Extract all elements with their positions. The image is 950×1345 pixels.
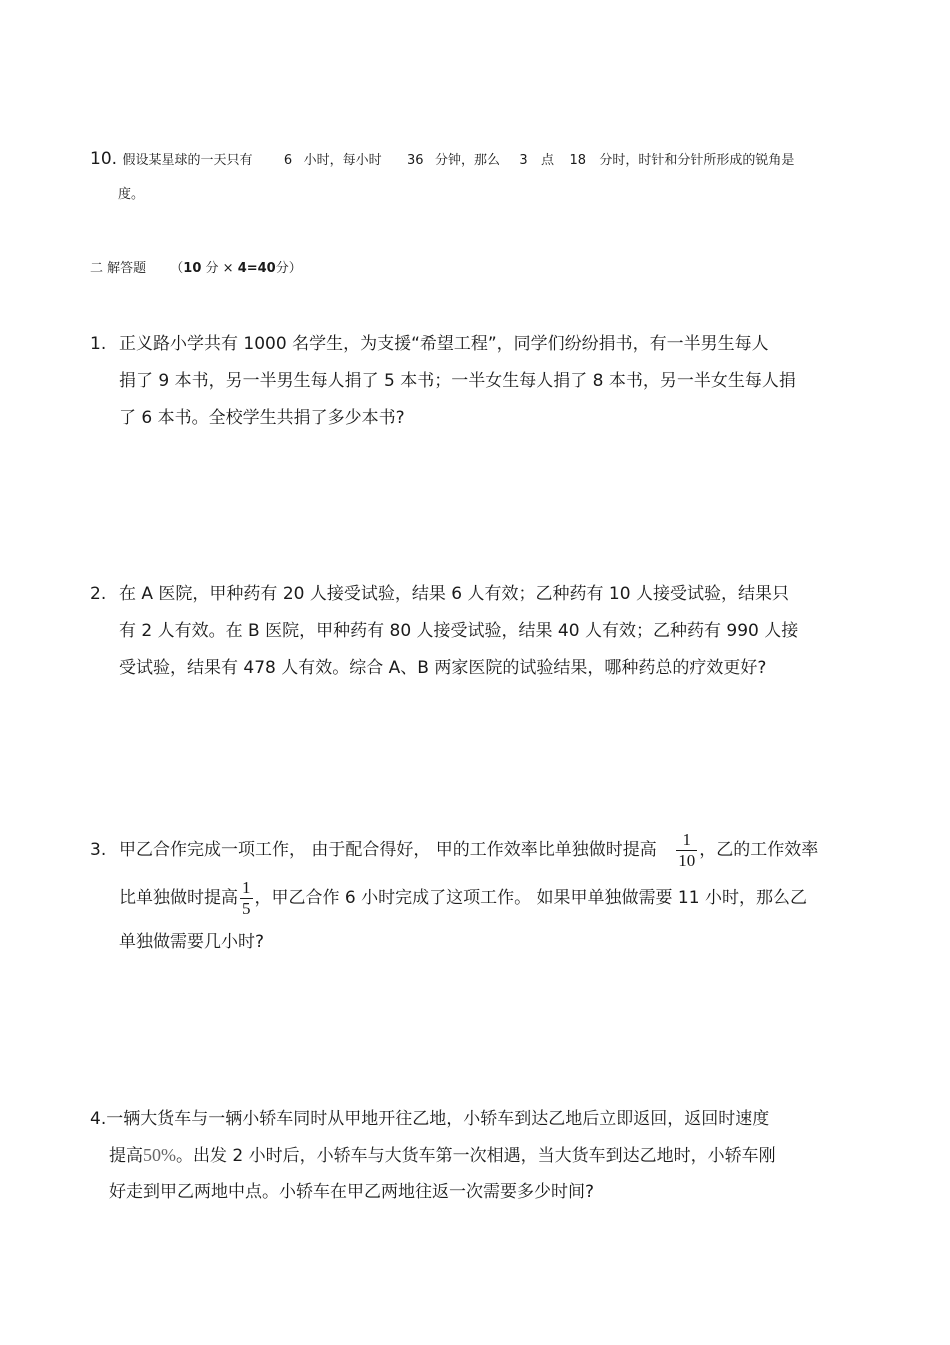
problem-4-line-2 (109, 1143, 776, 1168)
question-text: 假设某星球的一天只有 (122, 153, 253, 168)
problem-1-number: 1. (90, 334, 107, 354)
problem-2-line-1: 在 A 医院，甲种药有 20 人接受试验，结果 6 人有效；乙种药有 10 人接受试验，结果只 (119, 584, 789, 604)
problem-text: 提高 (109, 1146, 143, 1166)
problem-1-line-3: 了 6 本书。全校学生共捐了多少本书? (119, 408, 405, 428)
value-hours: 6 (283, 153, 293, 168)
problem-4-line-3: 好走到甲乙两地中点。小轿车在甲乙两地往返一次需要多少时间? (109, 1182, 595, 1202)
problem-3-line-3: 单独做需要几小时? (119, 932, 265, 952)
question-text: 小时，每小时 (303, 153, 382, 168)
value-minute-point: 18 (569, 153, 587, 168)
problem-text: ，甲乙合作 6 小时完成了这项工作。 如果甲单独做需要 11 小时，那么乙 (254, 888, 807, 908)
value-hour-point: 3 (519, 153, 528, 168)
percent-value: 50% (143, 1145, 176, 1165)
problem-3-number: 3. (90, 840, 107, 860)
problem-4-line-1 (90, 1107, 769, 1131)
question-text: 分钟，那么 (434, 153, 500, 168)
problem-text: 比单独做时提高 (119, 888, 238, 908)
section-label: 二 解答题 (90, 261, 147, 276)
problem-text: 。出发 2 小时后，小轿车与大货车第一次相遇，当大货车到达乙地时，小轿车刚 (176, 1146, 776, 1166)
problem-2-number: 2. (90, 584, 107, 604)
problem-2-line-3: 受试验，结果有 478 人有效。综合 A、B 两家医院的试验结果，哪种药总的疗效更好? (119, 658, 767, 678)
problem-text: 一辆大货车与一辆小轿车同时从甲地开往乙地，小轿车到达乙地后立即返回，返回时速度 (106, 1109, 770, 1129)
question-number: 10. (90, 149, 118, 169)
fraction-one-fifth: $\frac{1}{5}$ (242, 877, 251, 918)
problem-3-line-1 (119, 826, 818, 874)
question-text: 分时，时针和分针所形成的锐角是 (599, 153, 795, 168)
problem-2-line-2: 有 2 人有效。在 B 医院，甲种药有 80 人接受试验，结果 40 人有效；乙种药有 990 人接 (119, 621, 799, 641)
question-10-line-2: 度。 (118, 187, 145, 202)
fraction-one-tenth: $\frac{1}{10}$ (678, 829, 696, 870)
problem-text: 甲乙合作完成一项工作， 由于配合得好， 甲的工作效率比单独做时提高 (119, 840, 657, 860)
problem-1-line-2: 捐了 9 本书，另一半男生每人捐了 5 本书；一半女生每人捐了 8 本书，另一半女生每人捐 (119, 371, 796, 391)
problem-3-line-2 (119, 874, 807, 922)
section-2-header (90, 257, 302, 281)
problem-number: 4. (90, 1109, 107, 1129)
problem-1-line-1: 正义路小学共有 1000 名学生，为支援“希望工程”，同学们纷纷捐书，有一半男生每人 (119, 334, 769, 354)
question-10-line-1 (90, 147, 794, 173)
value-minutes: 36 (406, 153, 424, 168)
section-score: （10 分 × 4=40分） (170, 261, 302, 276)
question-text: 点 (541, 153, 555, 168)
problem-text: ，乙的工作效率 (699, 840, 819, 860)
